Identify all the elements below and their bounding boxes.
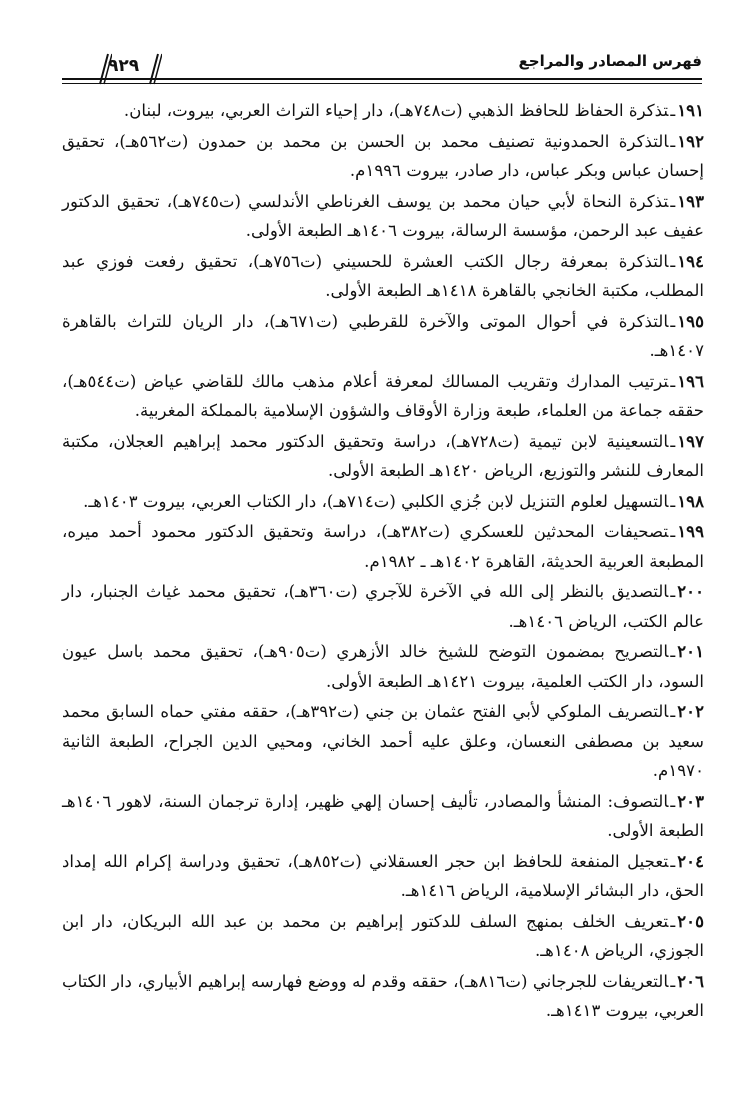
bibliography-entry bbox=[62, 487, 704, 517]
entry-number: ١٩٥ bbox=[677, 310, 705, 331]
bibliography-entry bbox=[62, 427, 704, 486]
entry-dash: ـ bbox=[670, 101, 676, 120]
entry-dash: ـ bbox=[670, 582, 676, 601]
entry-text: التسهيل لعلوم التنزيل لابن جُزي الكلبي (ت٧١٤هـ)، دار الكتاب العربي، بيروت ١٤٠٣هـ. bbox=[83, 491, 669, 511]
entry-dash: ـ bbox=[670, 702, 676, 721]
bibliography-entry bbox=[62, 697, 704, 786]
entry-text: تذكرة النحاة لأبي حيان محمد بن يوسف الغرناطي الأندلسي (ت٧٤٥هـ)، تحقيق الدكتور عفيف عبد الرحمن، مؤسسة الرسالة، بيروت ١٤٠٦هـ الطبعة الأولى. bbox=[62, 191, 704, 240]
entry-dash: ـ bbox=[670, 522, 676, 541]
entry-text: تعجيل المنفعة للحافظ ابن حجر العسقلاني (ت٨٥٢هـ)، تحقيق ودراسة إكرام الله إمداد الحق، دار البشائر الإسلامية، الرياض ١٤١٦هـ. bbox=[62, 851, 704, 900]
entry-number: ٢٠٤ bbox=[677, 850, 704, 871]
entry-number: ٢٠٢ bbox=[677, 701, 704, 721]
bibliography-entry bbox=[62, 637, 704, 696]
number-frame-right-icon bbox=[148, 52, 162, 86]
entry-dash: ـ bbox=[670, 971, 676, 991]
entry-text: تذكرة الحفاظ للحافظ الذهبي (ت٧٤٨هـ)، دار إحياء التراث العربي، بيروت، لبنان. bbox=[123, 101, 669, 120]
bibliography-entry bbox=[62, 96, 704, 126]
entry-number: ٢٠٣ bbox=[677, 790, 704, 811]
bibliography-list bbox=[62, 96, 704, 1027]
entry-number: ٢٠٦ bbox=[677, 970, 705, 991]
entry-text: التصوف: المنشأ والمصادر، تأليف إحسان إلهي ظهير، إدارة ترجمان السنة، لاهور ١٤٠٦هـ الطبعة الأولى. bbox=[62, 791, 704, 840]
entry-text: التصديق بالنظر إلى الله في الآخرة للآجري (ت٣٦٠هـ)، تحقيق محمد غياث الجنبار، دار عالم الكتب، الرياض ١٤٠٦هـ. bbox=[62, 582, 704, 631]
bibliography-entry bbox=[62, 307, 704, 366]
bibliography-entry bbox=[62, 577, 704, 636]
entry-number: ١٩٧ bbox=[677, 430, 704, 451]
page-number: ٩٢٩ bbox=[108, 56, 140, 76]
entry-dash: ـ bbox=[670, 131, 676, 151]
bibliography-entry bbox=[62, 847, 704, 906]
bibliography-entry bbox=[62, 187, 704, 246]
bibliography-entry bbox=[62, 517, 704, 576]
entry-dash: ـ bbox=[670, 191, 676, 211]
entry-dash: ـ bbox=[670, 911, 676, 931]
entry-text: التعريفات للجرجاني (ت٨١٦هـ)، حققه وقدم له ووضع فهارسه إبراهيم الأبياري، دار الكتاب العربي، بيروت ١٤١٣هـ. bbox=[62, 971, 704, 1020]
entry-dash: ـ bbox=[670, 491, 676, 511]
entry-text: ترتيب المدارك وتقريب المسالك لمعرفة أعلام مذهب مالك للقاضي عياض (ت٥٤٤هـ)، حققه جماعة من العلماء، طبعة وزارة الأوقاف والشؤون الإسلامية بالمملكة المغربية. bbox=[62, 371, 704, 420]
entry-number: ١٩٤ bbox=[677, 250, 704, 271]
entry-number: ١٩٦ bbox=[677, 370, 704, 391]
bibliography-entry bbox=[62, 907, 704, 966]
entry-dash: ـ bbox=[670, 851, 676, 871]
entry-dash: ـ bbox=[670, 251, 676, 271]
entry-dash: ـ bbox=[670, 431, 676, 451]
page-header bbox=[62, 52, 702, 88]
entry-number: ١٩٩ bbox=[677, 521, 704, 541]
entry-number: ٢٠٥ bbox=[677, 910, 704, 931]
bibliography-entry bbox=[62, 787, 704, 846]
entry-text: التذكرة الحمدونية تصنيف محمد بن الحسن بن محمد بن حمدون (ت٥٦٢هـ)، تحقيق إحسان عباس وبكر عباس، دار صادر، بيروت ١٩٩٦م. bbox=[62, 131, 704, 180]
entry-dash: ـ bbox=[670, 311, 676, 331]
entry-number: ١٩٢ bbox=[677, 130, 705, 151]
entry-number: ٢٠١ bbox=[677, 641, 704, 661]
entry-text: التصريف الملوكي لأبي الفتح عثمان بن جني (ت٣٩٢هـ)، حققه مفتي حماه السابق محمد سعيد بن مصطفى النعسان، وعلق عليه أحمد الخاني، ومحيي الدين الجراح، الطبعة الثانية ١٩٧٠م. bbox=[62, 702, 704, 780]
bibliography-entry bbox=[62, 127, 704, 186]
entry-text: التذكرة بمعرفة رجال الكتب العشرة للحسيني (ت٧٥٦هـ)، تحقيق رفعت فوزي عبد المطلب، مكتبة الخانجي بالقاهرة ١٤١٨هـ الطبعة الأولى. bbox=[62, 251, 704, 300]
entry-number: ١٩٣ bbox=[677, 190, 704, 211]
entry-dash: ـ bbox=[670, 642, 676, 661]
entry-number: ٢٠٠ bbox=[677, 581, 704, 601]
entry-number: ١٩١ bbox=[677, 100, 704, 120]
running-head: فهرس المصادر والمراجع bbox=[518, 52, 702, 70]
bibliography-entry bbox=[62, 247, 704, 306]
entry-text: تعريف الخلف بمنهج السلف للدكتور إبراهيم بن محمد بن عبد الله البريكان، دار ابن الجوزي، الرياض ١٤٠٨هـ. bbox=[62, 911, 704, 960]
entry-dash: ـ bbox=[670, 791, 676, 811]
entry-text: التصريح بمضمون التوضح للشيخ خالد الأزهري (ت٩٠٥هـ)، تحقيق محمد باسل عيون السود، دار الكتب العلمية، بيروت ١٤٢١هـ الطبعة الأولى. bbox=[62, 642, 704, 691]
entry-dash: ـ bbox=[670, 371, 676, 391]
entry-number: ١٩٨ bbox=[677, 490, 704, 511]
entry-text: التذكرة في أحوال الموتى والآخرة للقرطبي (ت٦٧١هـ)، دار الريان للتراث بالقاهرة ١٤٠٧هـ. bbox=[62, 311, 704, 360]
entry-text: التسعينية لابن تيمية (ت٧٢٨هـ)، دراسة وتحقيق الدكتور محمد إبراهيم العجلان، مكتبة المعارف للنشر والتوزيع، الرياض ١٤٢٠هـ الطبعة الأولى. bbox=[62, 431, 704, 480]
bibliography-entry bbox=[62, 367, 704, 426]
bibliography-entry bbox=[62, 967, 704, 1026]
entry-text: تصحيفات المحدثين للعسكري (ت٣٨٢هـ)، دراسة وتحقيق الدكتور محمود أحمد ميره، المطبعة العربية الحديثة، القاهرة ١٤٠٢هـ ـ ١٩٨٢م. bbox=[62, 522, 704, 571]
